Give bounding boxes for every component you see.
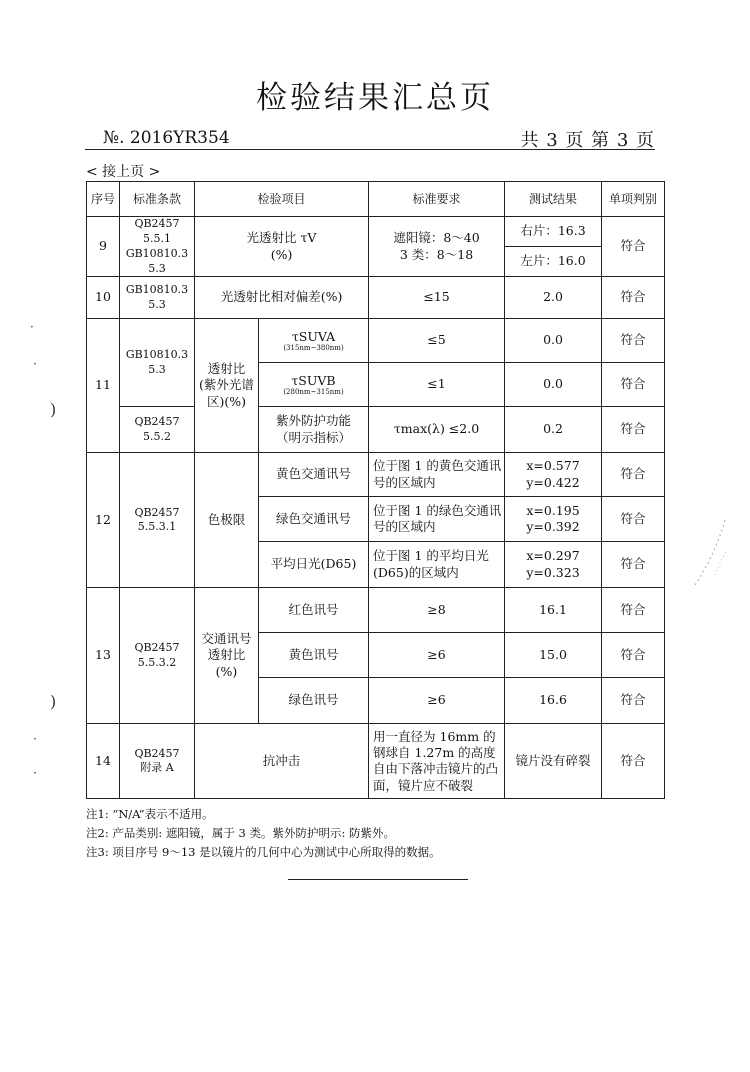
judgment-cell: 符合	[602, 407, 665, 453]
result-cell: 0.2	[505, 407, 602, 453]
chromaticity-y: y=0.323	[526, 564, 580, 580]
judgment-cell: 符合	[602, 678, 665, 724]
group-line: (紫外光谱	[199, 377, 254, 393]
judgment-cell: 符合	[602, 363, 665, 407]
clause-cell	[120, 453, 195, 588]
item-cell	[259, 407, 369, 453]
continued-label: < 接上页 >	[86, 164, 161, 180]
note-3: 注3: 项目序号 9～13 是以镜片的几何中心为测试中心所取得的数据。	[86, 845, 441, 859]
note-1: 注1: “N/A”表示不适用。	[86, 807, 214, 821]
chromaticity-y: y=0.422	[526, 474, 580, 490]
col-header-requirement: 标准要求	[369, 182, 505, 217]
col-header-item: 检验项目	[195, 182, 369, 217]
table-row	[87, 217, 665, 247]
clause-line: 5.5.3.2	[137, 655, 177, 669]
clause-cell: GB10810.3 5.3	[120, 319, 195, 407]
requirement-cell: ≥6	[369, 678, 505, 724]
item-cell	[259, 319, 369, 363]
clause-cell: GB10810.3 5.3	[120, 277, 195, 319]
clause-line: QB2457 5.5.1	[134, 217, 180, 245]
item-cell: 绿色讯号	[259, 678, 369, 724]
scan-mark: ·	[33, 732, 37, 746]
clause-line: QB2457	[134, 641, 180, 655]
wavelength-range: (280nm~315nm)	[283, 388, 344, 397]
group-line: 透射比	[207, 360, 246, 376]
group-line: 交通讯号	[201, 630, 252, 646]
item-line: （明示指标）	[276, 429, 352, 445]
clause-line: 5.5.3.1	[137, 520, 177, 534]
requirement-cell: ≤1	[369, 363, 505, 407]
result-cell: 镜片没有碎裂	[505, 724, 602, 799]
result-cell: 0.0	[505, 319, 602, 363]
requirement-cell: ≤5	[369, 319, 505, 363]
item-cell: 黄色讯号	[259, 633, 369, 678]
requirement-cell: ≤15	[369, 277, 505, 319]
item-cell: 光透射比相对偏差(%)	[195, 277, 369, 319]
chromaticity-x: x=0.195	[526, 502, 580, 518]
result-cell: 右片：16.3	[505, 217, 602, 247]
requirement-line: 遮阳镜：8～40	[393, 229, 480, 245]
report-number: №. 2016YR354	[103, 128, 230, 148]
judgment-cell: 符合	[602, 588, 665, 633]
end-rule	[288, 879, 468, 880]
col-header-seq: 序号	[87, 182, 120, 217]
requirement-cell: 位于图 1 的黄色交通讯号的区域内	[369, 453, 505, 497]
requirement-cell: 位于图 1 的平均日光(D65)的区域内	[369, 542, 505, 588]
note-2: 注2: 产品类别: 遮阳镜，属于 3 类。紫外防护明示: 防紫外。	[86, 826, 396, 840]
requirement-line: 3 类：8～18	[399, 246, 474, 262]
group-line: 透射比	[207, 647, 246, 663]
group-cell	[195, 588, 259, 724]
wavelength-range: (315nm~380nm)	[283, 344, 344, 353]
judgment-cell: 符合	[602, 217, 665, 277]
result-cell: 15.0	[505, 633, 602, 678]
judgment-cell: 符合	[602, 542, 665, 588]
scan-mark: ·	[33, 357, 37, 371]
row-number: 9	[87, 217, 120, 277]
result-cell: 16.6	[505, 678, 602, 724]
clause-line: QB2457	[134, 505, 180, 519]
result-cell	[505, 497, 602, 542]
result-cell	[505, 453, 602, 497]
item-symbol: τSUVA	[291, 328, 336, 344]
table-row	[87, 277, 665, 319]
requirement-cell: 位于图 1 的绿色交通讯号的区域内	[369, 497, 505, 542]
table-row	[87, 407, 665, 453]
item-cell	[259, 363, 369, 407]
result-cell: 左片：16.0	[505, 247, 602, 277]
row-number: 13	[87, 588, 120, 724]
col-header-clause: 标准条款	[120, 182, 195, 217]
group-cell: 色极限	[195, 453, 259, 588]
table-row	[87, 319, 665, 363]
chromaticity-y: y=0.392	[526, 519, 580, 535]
col-header-judgment: 单项判别	[602, 182, 665, 217]
requirement-cell: ≥6	[369, 633, 505, 678]
requirement-cell: ≥8	[369, 588, 505, 633]
requirement-cell: 用一直径为 16mm 的钢球自 1.27m 的高度自由下落冲击镜片的凸面，镜片应不破裂	[369, 724, 505, 799]
requirement-cell: τmax(λ) ≤2.0	[369, 407, 505, 453]
clause-line: 5.5.2	[143, 429, 171, 443]
binding-mark: )	[50, 400, 57, 419]
row-number: 11	[87, 319, 120, 453]
item-symbol: τSUVB	[291, 372, 336, 388]
clause-line: GB10810.3 5.3	[125, 246, 189, 275]
result-cell: 16.1	[505, 588, 602, 633]
judgment-cell: 符合	[602, 319, 665, 363]
clause-cell	[120, 217, 195, 277]
table-header-row	[87, 182, 665, 217]
judgment-cell: 符合	[602, 724, 665, 799]
row-number: 10	[87, 277, 120, 319]
clause-line: QB2457	[134, 746, 180, 760]
scan-mark: ·	[30, 320, 34, 334]
clause-cell	[120, 407, 195, 453]
item-cell: 黄色交通讯号	[259, 453, 369, 497]
clause-cell	[120, 724, 195, 799]
item-cell: 平均日光(D65)	[259, 542, 369, 588]
table-row	[87, 588, 665, 633]
page-title: 检验结果汇总页	[256, 80, 494, 116]
group-line: (%)	[215, 664, 238, 680]
result-cell: 0.0	[505, 363, 602, 407]
group-line: 区)(%)	[206, 394, 246, 410]
item-cell: 抗冲击	[195, 724, 369, 799]
chromaticity-x: x=0.577	[526, 458, 580, 473]
results-table	[86, 181, 665, 799]
notes	[86, 805, 441, 862]
col-header-result: 测试结果	[505, 182, 602, 217]
clause-line: 附录 A	[140, 761, 174, 775]
requirement-cell	[369, 217, 505, 277]
table-row	[87, 453, 665, 497]
clause-cell	[120, 588, 195, 724]
clause-line: QB2457	[134, 415, 180, 429]
row-number: 12	[87, 453, 120, 588]
item-cell	[195, 217, 369, 277]
item-cell: 绿色交通讯号	[259, 497, 369, 542]
page-counter: 共 3 页 第 3 页	[520, 130, 655, 151]
item-line: 光透射比 τV	[246, 229, 317, 245]
item-cell: 红色讯号	[259, 588, 369, 633]
chromaticity-x: x=0.297	[526, 548, 580, 563]
judgment-cell: 符合	[602, 277, 665, 319]
header-rule	[85, 149, 655, 150]
table-row	[87, 724, 665, 799]
judgment-cell: 符合	[602, 633, 665, 678]
item-line: 紫外防护功能	[276, 413, 352, 428]
row-number: 14	[87, 724, 120, 799]
judgment-cell: 符合	[602, 497, 665, 542]
result-cell: 2.0	[505, 277, 602, 319]
group-cell	[195, 319, 259, 453]
scan-mark: ·	[33, 766, 37, 780]
item-line: (%)	[270, 246, 293, 262]
result-cell	[505, 542, 602, 588]
binding-mark: )	[50, 692, 57, 711]
judgment-cell: 符合	[602, 453, 665, 497]
stamp-residue-icon	[685, 515, 735, 595]
